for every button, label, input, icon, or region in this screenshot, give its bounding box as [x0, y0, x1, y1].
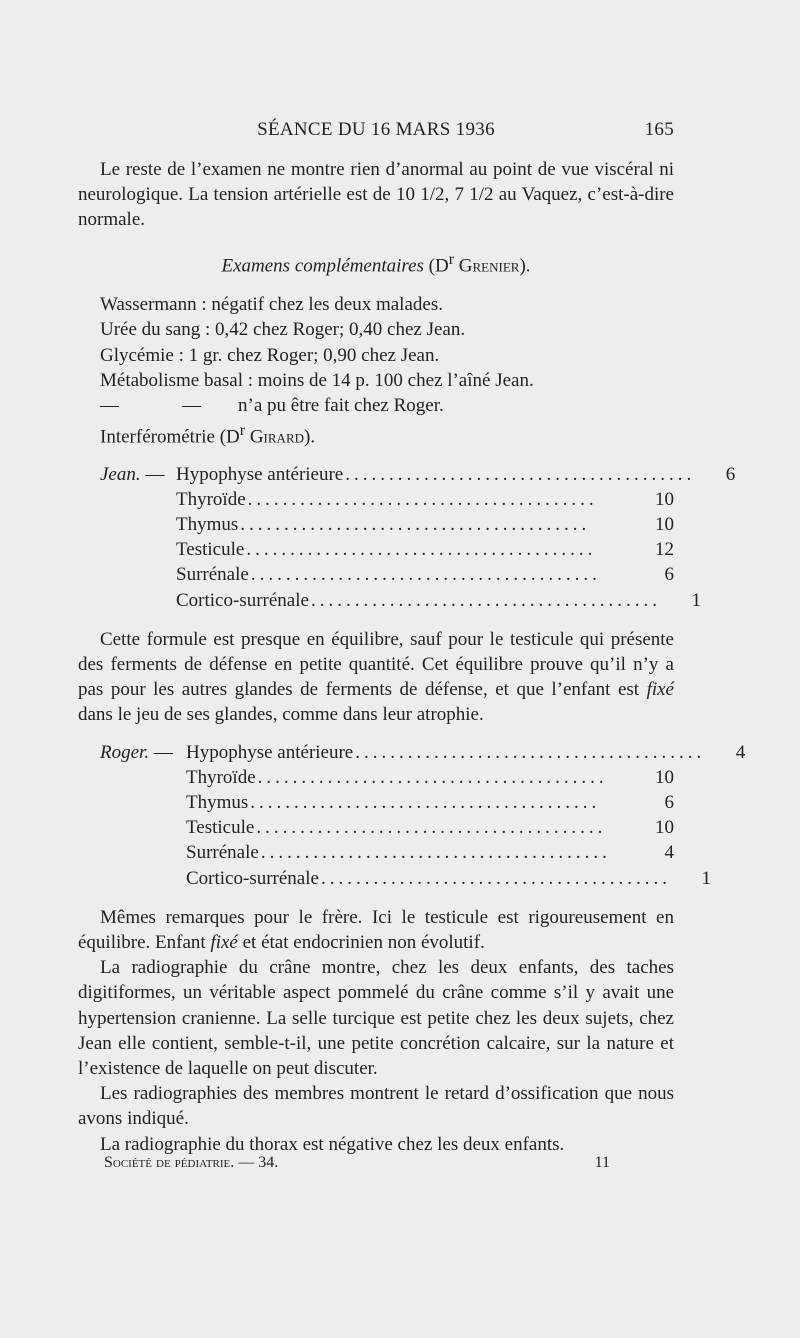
not-done-text: n’a pu être fait chez Roger. [238, 394, 444, 416]
interferometry-sup: r [239, 422, 246, 440]
jean-comment: Cette formule est presque en équilibre, sauf pour le testicule qui présente des ferments de défense en petite quantité. Cet équilibre prouve qu’il n’y a pas pour les autres glandes de ferments de défense, et que l’enfant est fixé dans le jeu de ses glandes, comme dans leur atrophie. [78, 628, 674, 726]
dot-leader: ........................................ [256, 817, 607, 839]
table-row [78, 790, 674, 815]
dot-leader: ........................................ [355, 741, 706, 763]
gland-name: Cortico-surrénale [186, 867, 319, 889]
gland-value: 10 [655, 817, 674, 839]
author-prefix: (D [428, 254, 449, 276]
table-row [78, 740, 746, 765]
table-row [78, 765, 674, 790]
gland-name: Thyroïde [186, 766, 256, 788]
dot-leader: ........................................ [345, 463, 696, 485]
gland-value: 6 [664, 792, 674, 813]
gland-name: Testicule [186, 817, 255, 839]
exam-uree: Urée du sang : 0,42 chez Roger; 0,40 chez Jean. [100, 319, 466, 341]
dot-leader: ........................................ [257, 766, 608, 788]
table-row [78, 512, 674, 537]
interferometry-line [78, 418, 674, 450]
table-row [78, 562, 674, 587]
section-heading [78, 247, 674, 279]
gland-name: Hypophyse antérieure [176, 463, 344, 485]
section-title: Examens complémentaires [221, 254, 424, 276]
table-row [78, 588, 701, 613]
gland-value: 4 [664, 842, 674, 864]
dot-leader: ........................................ [260, 842, 611, 864]
dot-leader: ........................................ [247, 488, 598, 510]
radiography-skull: La radiographie du crâne montre, chez les deux enfants, des taches digitiformes, un véritable aspect pommelé du crâne comme s’il y avait une hypertension cranienne. La selle turcique est petite chez les deux sujets, chez Jean elle contient, semble-t-il, une petite concrétion calcaire, sur la nature et l’existence de laquelle on peut discuter. [78, 957, 674, 1079]
roger-table [78, 740, 746, 891]
gland-name: Cortico-surrénale [176, 589, 309, 611]
gland-value: 1 [701, 867, 711, 889]
exam-metabolisme: Métabolisme basal : moins de 14 p. 100 chez l’aîné Jean. [100, 369, 534, 391]
table-row [78, 840, 674, 865]
gland-name: Thymus [186, 792, 249, 813]
author-sup: r [448, 250, 455, 268]
gland-value: 4 [735, 741, 746, 763]
main-content [78, 157, 746, 1157]
page-footer [104, 1154, 610, 1172]
radiography-limbs: Les radiographies des membres montrent le retard d’ossification que nous avons indiqué. [78, 1083, 674, 1130]
gland-name: Surrénale [186, 842, 259, 864]
gland-name: Surrénale [176, 564, 249, 586]
dot-leader: ........................................ [310, 589, 661, 611]
page-number: 165 [644, 119, 674, 140]
roger-comment: Mêmes remarques pour le frère. Ici le testicule est rigoureusement en équilibre. Enfant fixé et état endocrinien non évolutif. [78, 906, 674, 953]
exam-metabolisme-roger [78, 393, 674, 418]
dot-leader: ........................................ [320, 867, 671, 889]
intro-paragraph: Le reste de l’examen ne montre rien d’anormal au point de vue viscéral ni neurologique. La tension artérielle est de 10 1/2, 7 1/2 au Vaquez, c’est-à-dire normale. [78, 159, 674, 231]
author-name: Grenier [458, 254, 520, 276]
running-title: SÉANCE DU 16 MARS 1936 [257, 119, 495, 140]
footer-signature: 11 [594, 1154, 610, 1171]
gland-name: Testicule [176, 539, 245, 561]
table-row [78, 815, 674, 840]
dot-leader: ........................................ [250, 564, 601, 586]
gland-value: 10 [655, 488, 674, 510]
table-row [78, 537, 674, 562]
gland-value: 10 [655, 514, 674, 536]
exam-glycemie: Glycémie : 1 gr. chez Roger; 0,90 chez Jean. [100, 344, 440, 366]
radiography-thorax: La radiographie du thorax est négative chez les deux enfants. [100, 1133, 565, 1155]
ditto-dash-2: — [182, 394, 201, 416]
gland-name: Thyroïde [176, 488, 246, 510]
ditto-dash-1: — [100, 394, 119, 416]
interferometry-suffix: ). [304, 426, 316, 448]
gland-value: 6 [725, 463, 736, 485]
patient-label: Roger. — [100, 741, 173, 763]
table-row [78, 866, 711, 891]
gland-name: Thymus [176, 514, 239, 536]
footer-society: Société de pédiatrie. — 34. [104, 1154, 279, 1171]
dot-leader: ........................................ [250, 792, 601, 813]
jean-table [78, 462, 736, 613]
dot-leader: ........................................ [240, 514, 591, 536]
gland-value: 10 [655, 766, 674, 788]
author-suffix: ). [519, 254, 531, 276]
table-row [78, 462, 736, 487]
gland-value: 6 [664, 564, 674, 586]
gland-name: Hypophyse antérieure [186, 741, 354, 763]
gland-value: 1 [691, 589, 701, 611]
gland-value: 12 [655, 539, 674, 561]
patient-label: Jean. — [100, 463, 165, 485]
interferometry-name: Girard [249, 426, 304, 448]
exam-wassermann: Wassermann : négatif chez les deux malades. [100, 294, 443, 316]
dot-leader: ........................................ [246, 539, 597, 561]
interferometry-label: Interférométrie (D [100, 426, 240, 448]
table-row [78, 487, 674, 512]
